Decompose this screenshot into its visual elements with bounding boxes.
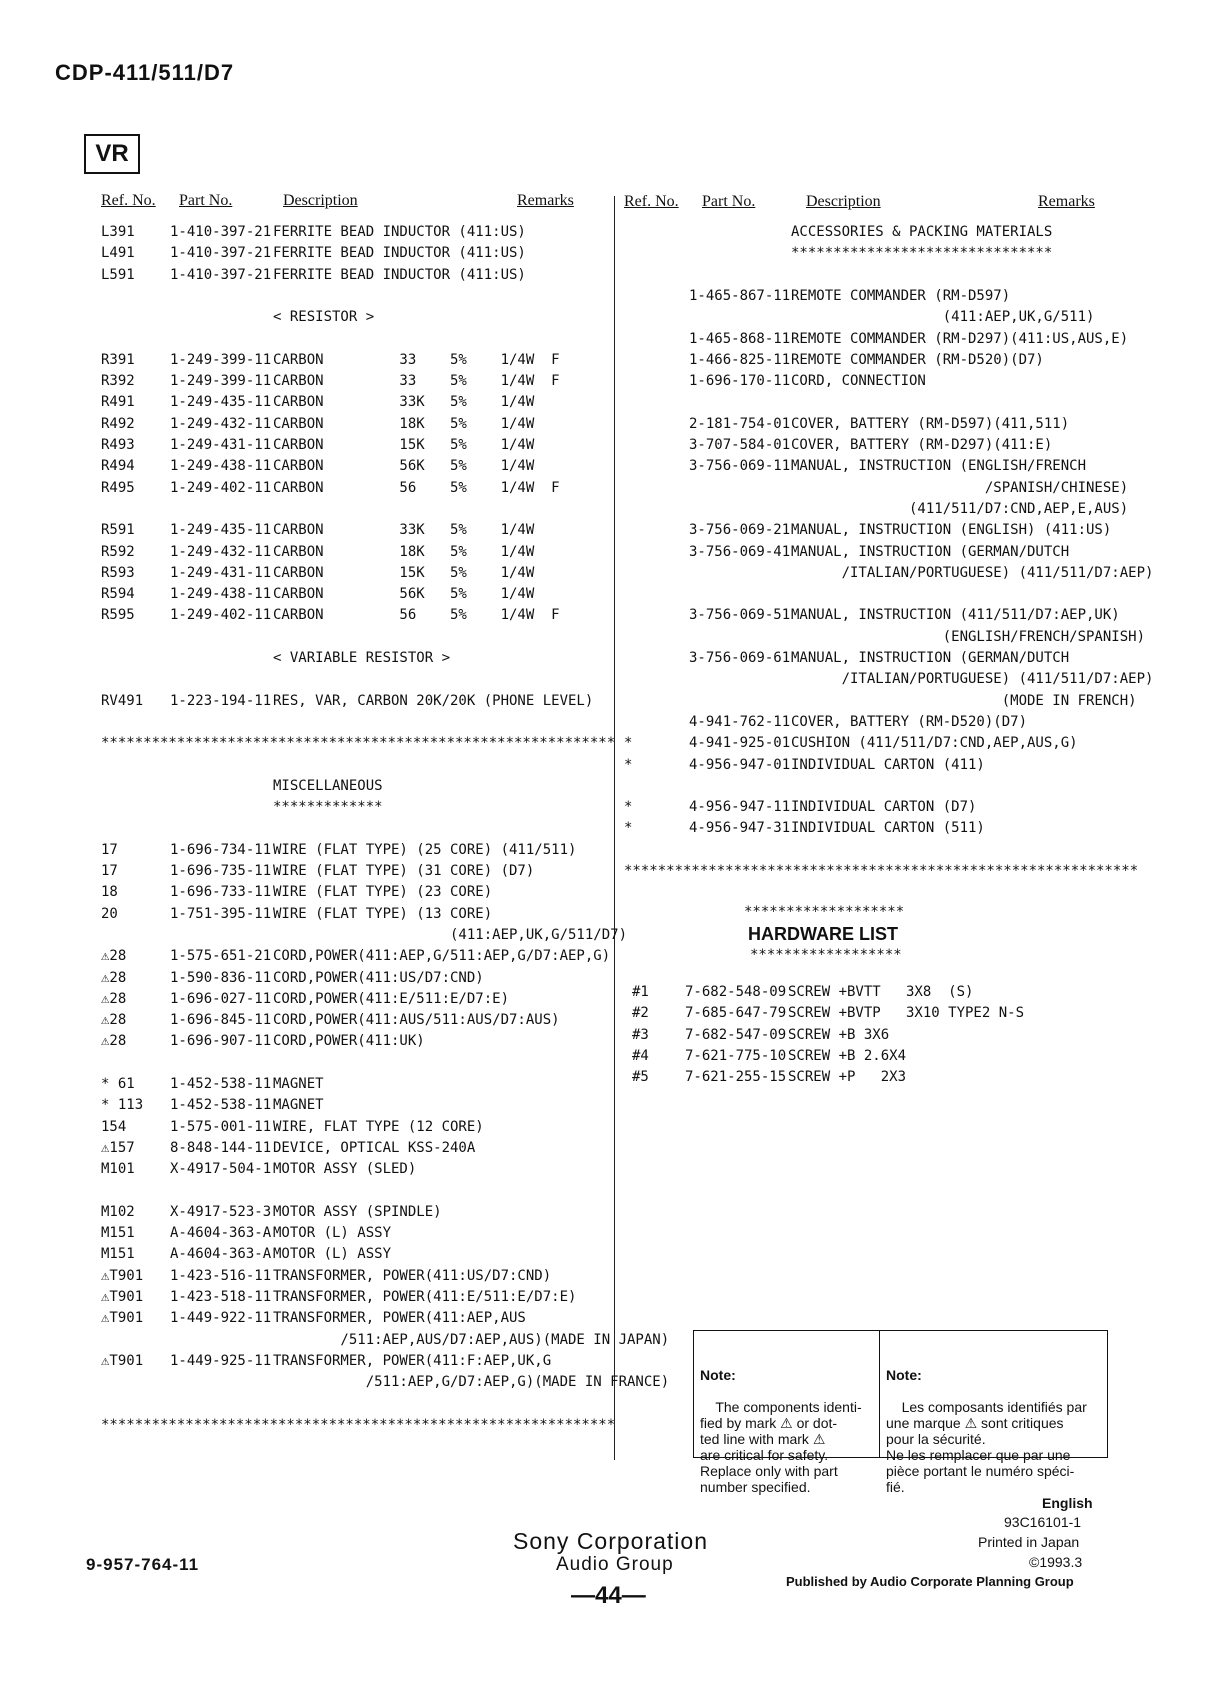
hardware-row-desc: SCREW +B 2.6X4 — [788, 1047, 907, 1064]
right-row-desc: (411/511/D7:CND,AEP,E,AUS) — [791, 500, 1129, 517]
left-row-part: 1-223-194-11 — [170, 692, 272, 709]
left-row-part: 1-410-397-21 — [170, 224, 272, 240]
right-row-desc: MANUAL, INSTRUCTION (GERMAN/DUTCH — [791, 543, 1070, 560]
hardware-stars-top: ******************* — [744, 904, 905, 920]
left-row-ref: 17 — [101, 841, 118, 858]
right-row-part: 3-756-069-61 — [689, 650, 791, 666]
left-row-desc: MOTOR (L) ASSY — [273, 1246, 392, 1263]
note-en-body: The components identi- fied by mark ⚠ or dot- ted line with mark ⚠ are critical for safety. Replace only with part number specified. — [700, 1399, 862, 1495]
right-row-desc: MANUAL, INSTRUCTION (GERMAN/DUTCH — [791, 650, 1070, 666]
left-row-ref: ⚠T901 — [101, 1310, 144, 1327]
left-row-part: 1-249-431-11 — [170, 437, 272, 453]
left-row-ref: R595 — [101, 607, 135, 624]
left-row-desc: CARBON 33K 5% 1/4W — [273, 394, 535, 411]
left-row-part: 1-696-907-11 — [170, 1033, 272, 1050]
left-row-ref: L591 — [101, 266, 135, 283]
left-row-part: 1-249-432-11 — [170, 415, 272, 432]
right-header-desc: Description — [806, 193, 881, 210]
right-row-desc: (ENGLISH/FRENCH/SPANISH) — [791, 628, 1146, 645]
hardware-row-desc: SCREW +B 3X6 — [788, 1026, 890, 1043]
hardware-stars-bottom: ****************** — [750, 947, 902, 963]
group-name: Audio Group — [556, 1554, 674, 1575]
right-row-desc: REMOTE COMMANDER (RM-D597) — [791, 287, 1011, 304]
right-row-desc: COVER, BATTERY (RM-D597)(411,511) — [791, 415, 1070, 432]
right-row-part: 2-181-754-01 — [689, 415, 791, 432]
left-row-ref: ⚠28 — [101, 948, 127, 965]
right-row-ref: * — [624, 820, 633, 837]
right-row-desc: MANUAL, INSTRUCTION (ENGLISH/FRENCH — [791, 458, 1087, 475]
right-row-desc: CUSHION (411/511/D7:CND,AEP,AUS,G) — [791, 735, 1078, 752]
right-row-part: 3-707-584-01 — [689, 437, 791, 453]
left-row-desc: CORD,POWER(411:US/D7:CND) — [273, 969, 484, 986]
left-row-ref: 154 — [101, 1118, 127, 1135]
left-row-part: 1-249-432-11 — [170, 543, 272, 560]
right-row-part: 1-696-170-11 — [689, 373, 791, 390]
left-row-desc: CORD,POWER(411:UK) — [273, 1033, 425, 1050]
right-header-ref: Ref. No. — [624, 193, 679, 210]
left-row-ref: ⚠28 — [101, 1033, 127, 1050]
hardware-row-part: 7-621-775-10 — [685, 1047, 787, 1064]
right-row-desc: ******************************* — [791, 245, 1053, 262]
hardware-title: HARDWARE LIST — [748, 924, 898, 944]
left-row-part: 1-696-845-11 — [170, 1012, 272, 1029]
left-row-desc: DEVICE, OPTICAL KSS-240A — [273, 1139, 476, 1156]
left-row-desc: TRANSFORMER, POWER(411:F:AEP,UK,G — [273, 1352, 552, 1369]
copyright: ©1993.3 — [1029, 1554, 1083, 1570]
left-row-part: 8-848-144-11 — [170, 1139, 272, 1156]
left-row-part: 1-249-431-11 — [170, 564, 272, 581]
left-row-desc: MAGNET — [273, 1076, 324, 1092]
left-row-ref: 17 — [101, 863, 118, 879]
left-row-ref: * 61 — [101, 1076, 135, 1092]
left-row-ref: ⚠T901 — [101, 1352, 144, 1369]
hardware-row-part: 7-621-255-15 — [685, 1069, 787, 1086]
left-row-desc: CARBON 56K 5% 1/4W — [273, 458, 535, 475]
left-row-ref: ⚠28 — [101, 969, 127, 986]
left-row-part: 1-249-402-11 — [170, 479, 272, 496]
left-row-part: 1-249-435-11 — [170, 394, 272, 411]
left-row-part: 1-249-399-11 — [170, 373, 272, 390]
left-row-desc: < RESISTOR > — [273, 309, 375, 326]
right-row-ref: ************************************************************* — [624, 863, 1139, 879]
hardware-row-part: 7-682-548-09 — [685, 984, 787, 1000]
right-row-part: 4-941-762-11 — [689, 713, 791, 730]
left-row-desc: < VARIABLE RESISTOR > — [273, 650, 451, 666]
left-row-part: 1-452-538-11 — [170, 1076, 272, 1092]
hardware-row-desc: SCREW +P 2X3 — [788, 1069, 907, 1086]
right-row-part: 3-756-069-11 — [689, 458, 791, 475]
left-row-part: 1-249-438-11 — [170, 586, 272, 603]
left-row-part: 1-696-733-11 — [170, 884, 272, 901]
note-french — [880, 1331, 1107, 1495]
right-row-desc: INDIVIDUAL CARTON (511) — [791, 820, 985, 837]
model-title: CDP-411/511/D7 — [55, 60, 235, 85]
hardware-row-ref: #4 — [632, 1047, 649, 1064]
left-row-ref: L491 — [101, 245, 135, 262]
right-row-desc: (MODE IN FRENCH) — [791, 692, 1137, 709]
left-row-desc: TRANSFORMER, POWER(411:AEP,AUS — [273, 1310, 526, 1327]
left-row-ref: ⚠T901 — [101, 1289, 144, 1305]
left-row-desc: CARBON 56K 5% 1/4W — [273, 586, 535, 603]
right-row-part: 4-956-947-31 — [689, 820, 791, 837]
left-row-part: 1-249-399-11 — [170, 351, 272, 368]
page-number: —44— — [571, 1582, 646, 1609]
right-row-ref: * — [624, 756, 633, 773]
left-row-part: 1-696-735-11 — [170, 863, 272, 879]
left-row-desc: MOTOR (L) ASSY — [273, 1225, 392, 1242]
left-row-ref: M102 — [101, 1203, 135, 1220]
note-fr-title: Note: — [886, 1367, 922, 1383]
left-row-desc: /511:AEP,AUS/D7:AEP,AUS)(MADE IN JAPAN) — [273, 1331, 670, 1348]
left-row-ref: ************************************************************* — [101, 735, 616, 752]
left-row-desc: TRANSFORMER, POWER(411:US/D7:CND) — [273, 1267, 552, 1284]
left-row-part: 1-452-538-11 — [170, 1097, 272, 1114]
left-row-ref: 18 — [101, 884, 118, 901]
left-row-ref: ⚠28 — [101, 990, 127, 1007]
right-row-desc: COVER, BATTERY (RM-D520)(D7) — [791, 713, 1028, 730]
right-row-part: 1-465-867-11 — [689, 287, 791, 304]
left-row-desc: MISCELLANEOUS — [273, 777, 383, 794]
left-row-desc: MOTOR ASSY (SPINDLE) — [273, 1203, 442, 1220]
left-header-desc: Description — [283, 192, 358, 209]
right-header-part: Part No. — [702, 193, 756, 210]
left-row-part: 1-423-516-11 — [170, 1267, 272, 1284]
left-row-ref: M151 — [101, 1246, 135, 1263]
left-row-part: A-4604-363-A — [170, 1246, 272, 1263]
left-row-desc: CORD,POWER(411:AUS/511:AUS/D7:AUS) — [273, 1012, 560, 1029]
printed-in: Printed in Japan — [978, 1534, 1080, 1550]
left-row-desc: CARBON 56 5% 1/4W F — [273, 607, 560, 624]
right-row-desc: INDIVIDUAL CARTON (411) — [791, 756, 985, 773]
left-row-ref: R494 — [101, 458, 135, 475]
left-row-ref: ************************************************************* — [101, 1416, 616, 1433]
left-header-part: Part No. — [179, 192, 233, 209]
hardware-row-ref: #3 — [632, 1026, 649, 1043]
published-by: Published by Audio Corporate Planning Group — [786, 1574, 1074, 1589]
left-row-part: 1-410-397-21 — [170, 266, 272, 283]
left-row-desc: CARBON 18K 5% 1/4W — [273, 543, 535, 560]
right-row-desc: COVER, BATTERY (RM-D297)(411:E) — [791, 437, 1053, 453]
left-row-part: A-4604-363-A — [170, 1225, 272, 1242]
right-row-part: 1-466-825-11 — [689, 351, 791, 368]
left-row-desc: CARBON 33 5% 1/4W F — [273, 373, 560, 390]
left-row-ref: R491 — [101, 394, 135, 411]
right-row-desc: MANUAL, INSTRUCTION (411/511/D7:AEP,UK) — [791, 607, 1120, 624]
right-row-desc: MANUAL, INSTRUCTION (ENGLISH) (411:US) — [791, 522, 1112, 539]
left-row-part: 1-449-922-11 — [170, 1310, 272, 1327]
left-row-ref: R495 — [101, 479, 135, 496]
language-label: English — [1042, 1495, 1093, 1511]
left-header-ref: Ref. No. — [101, 192, 156, 209]
right-row-desc: /SPANISH/CHINESE) — [791, 479, 1129, 496]
company-name: Sony Corporation — [513, 1528, 708, 1554]
right-row-part: 3-756-069-51 — [689, 607, 791, 624]
left-row-desc: WIRE (FLAT TYPE) (23 CORE) — [273, 884, 493, 901]
left-header-remarks: Remarks — [517, 192, 574, 209]
right-row-desc: ACCESSORIES & PACKING MATERIALS — [791, 224, 1053, 240]
left-row-part: 1-575-001-11 — [170, 1118, 272, 1135]
left-row-ref: M151 — [101, 1225, 135, 1242]
left-row-desc: WIRE (FLAT TYPE) (13 CORE) — [273, 905, 493, 922]
right-row-ref: * — [624, 799, 633, 816]
right-row-desc: /ITALIAN/PORTUGUESE) (411/511/D7:AEP) — [791, 564, 1154, 581]
left-row-desc: WIRE (FLAT TYPE) (25 CORE) (411/511) — [273, 841, 577, 858]
left-row-desc: FERRITE BEAD INDUCTOR (411:US) — [273, 266, 526, 283]
right-row-desc: REMOTE COMMANDER (RM-D297)(411:US,AUS,E) — [791, 330, 1129, 347]
left-row-ref: ⚠T901 — [101, 1267, 144, 1284]
left-row-desc: CARBON 15K 5% 1/4W — [273, 564, 535, 581]
left-row-part: 1-410-397-21 — [170, 245, 272, 262]
right-header-remarks: Remarks — [1038, 193, 1095, 210]
left-row-part: 1-249-402-11 — [170, 607, 272, 624]
left-row-desc: MAGNET — [273, 1097, 324, 1114]
hardware-row-desc: SCREW +BVTT 3X8 (S) — [788, 984, 974, 1000]
right-row-part: 4-956-947-11 — [689, 799, 791, 816]
hardware-row-part: 7-682-547-09 — [685, 1026, 787, 1043]
right-row-part: 1-465-868-11 — [689, 330, 791, 347]
left-row-ref: R493 — [101, 437, 135, 453]
hardware-row-ref: #2 — [632, 1005, 649, 1022]
right-row-desc: REMOTE COMMANDER (RM-D520)(D7) — [791, 351, 1044, 368]
left-row-part: 1-249-438-11 — [170, 458, 272, 475]
left-row-desc: WIRE (FLAT TYPE) (31 CORE) (D7) — [273, 863, 535, 879]
left-row-desc: CARBON 33 5% 1/4W F — [273, 351, 560, 368]
left-row-part: 1-423-518-11 — [170, 1289, 272, 1305]
right-row-desc: (411:AEP,UK,G/511) — [791, 309, 1095, 326]
right-row-part: 3-756-069-21 — [689, 522, 791, 539]
left-row-ref: 20 — [101, 905, 118, 922]
left-row-part: 1-696-027-11 — [170, 990, 272, 1007]
left-row-desc: CARBON 18K 5% 1/4W — [273, 415, 535, 432]
left-row-part: 1-575-651-21 — [170, 948, 272, 965]
right-row-desc: CORD, CONNECTION — [791, 373, 926, 390]
left-row-ref: L391 — [101, 224, 135, 240]
left-row-desc: ************* — [273, 799, 383, 816]
left-row-ref: RV491 — [101, 692, 144, 709]
left-row-ref: ⚠28 — [101, 1012, 127, 1029]
left-row-ref: R392 — [101, 373, 135, 390]
left-row-part: 1-449-925-11 — [170, 1352, 272, 1369]
right-row-part: 3-756-069-41 — [689, 543, 791, 560]
hardware-row-ref: #5 — [632, 1069, 649, 1086]
right-row-part: 4-941-925-01 — [689, 735, 791, 752]
note-english — [694, 1331, 880, 1495]
note-en-title: Note: — [700, 1367, 736, 1383]
column-divider — [614, 196, 615, 1460]
left-row-ref: R593 — [101, 564, 135, 581]
left-row-desc: CORD,POWER(411:AEP,G/511:AEP,G/D7:AEP,G) — [273, 948, 611, 965]
safety-note-box — [693, 1330, 1108, 1495]
left-row-desc: CARBON 56 5% 1/4W F — [273, 479, 560, 496]
hardware-row-desc: SCREW +BVTP 3X10 TYPE2 N-S — [788, 1005, 1025, 1022]
left-row-part: 1-249-435-11 — [170, 522, 272, 539]
left-row-desc: FERRITE BEAD INDUCTOR (411:US) — [273, 245, 526, 262]
right-row-part: 4-956-947-01 — [689, 756, 791, 773]
left-row-desc: /511:AEP,G/D7:AEP,G)(MADE IN FRANCE) — [273, 1374, 670, 1391]
left-row-desc: CARBON 33K 5% 1/4W — [273, 522, 535, 539]
left-row-part: X-4917-504-1 — [170, 1161, 272, 1178]
left-row-desc: WIRE, FLAT TYPE (12 CORE) — [273, 1118, 484, 1135]
doc-number: 9-957-764-11 — [86, 1555, 200, 1574]
left-row-desc: MOTOR ASSY (SLED) — [273, 1161, 417, 1178]
left-row-ref: R594 — [101, 586, 135, 603]
left-row-part: 1-590-836-11 — [170, 969, 272, 986]
left-row-desc: RES, VAR, CARBON 20K/20K (PHONE LEVEL) — [273, 692, 594, 709]
left-row-ref: R492 — [101, 415, 135, 432]
left-row-part: 1-696-734-11 — [170, 841, 272, 858]
note-fr-body: Les composants identifiés par une marque ⚠ sont critiques pour la sécurité. Ne les remplacer que par une pièce portant le numéro spéci- fié. — [886, 1399, 1087, 1495]
left-row-ref: M101 — [101, 1161, 135, 1178]
left-row-ref: R592 — [101, 543, 135, 560]
left-row-ref: * 113 — [101, 1097, 144, 1114]
hardware-row-ref: #1 — [632, 984, 649, 1000]
right-row-ref: * — [624, 735, 633, 752]
right-row-desc: /ITALIAN/PORTUGUESE) (411/511/D7:AEP) — [791, 671, 1154, 688]
left-row-part: X-4917-523-3 — [170, 1203, 272, 1220]
hardware-row-part: 7-685-647-79 — [685, 1005, 787, 1022]
print-code: 93C16101-1 — [1004, 1514, 1082, 1530]
left-row-desc: CARBON 15K 5% 1/4W — [273, 437, 535, 453]
left-row-part: 1-751-395-11 — [170, 905, 272, 922]
left-row-ref: ⚠157 — [101, 1139, 135, 1156]
right-row-desc: INDIVIDUAL CARTON (D7) — [791, 799, 977, 816]
left-row-desc: CORD,POWER(411:E/511:E/D7:E) — [273, 990, 510, 1007]
left-row-desc: FERRITE BEAD INDUCTOR (411:US) — [273, 224, 526, 240]
left-row-ref: R391 — [101, 351, 135, 368]
left-row-ref: R591 — [101, 522, 135, 539]
left-row-desc: TRANSFORMER, POWER(411:E/511:E/D7:E) — [273, 1289, 577, 1305]
left-row-desc: (411:AEP,UK,G/511/D7) — [273, 926, 628, 943]
section-box: VR — [84, 134, 140, 174]
